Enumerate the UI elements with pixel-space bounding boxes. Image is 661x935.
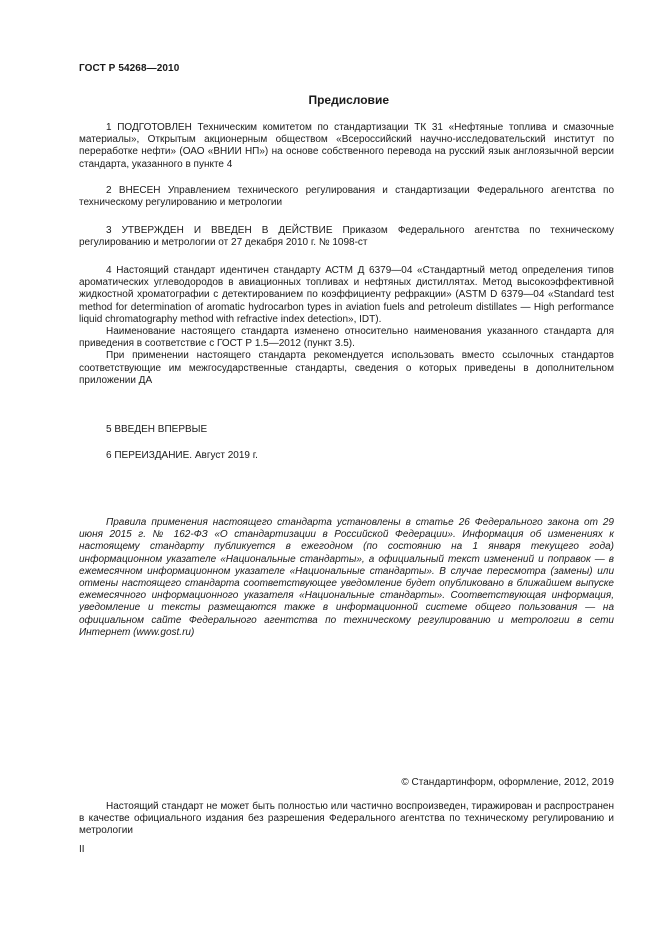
item-4-note-name: Наименование настоящего стандарта изменено относительно наименования указанного стандарта для приведения в соответствие с ГОСТ Р 1.5—2012 (пункт 3.5). <box>79 326 614 350</box>
item-3 <box>79 225 614 249</box>
item-2 <box>79 185 614 209</box>
page-title <box>79 93 614 107</box>
copyright: © Стандартинформ, оформление, 2012, 2019 <box>401 777 614 788</box>
item-4-note-references: При применении настоящего стандарта рекомендуется использовать вместо ссылочных стандартов соответствующие им межгосударственные стандарты, сведения о которых приведены в дополнительном приложении ДА <box>79 350 614 386</box>
reproduction-text: Настоящий стандарт не может быть полностью или частично воспроизведен, тиражирован и распространен в качестве официального издания без разрешения Федерального агентства по техническому регулированию и метрологии <box>79 801 614 837</box>
title-text: Предисловие <box>308 93 389 107</box>
notice-text: Правила применения настоящего стандарта установлены в статье 26 Федерального закона от 29 июня 2015 г. № 162-ФЗ «О стандартизации в Российской Федерации». Информация об изменениях к настоящему стандарту публикуется в ежегодном (по состоянию на 1 января текущего года) информационном указателе «Национальные стандарты», а официальный текст изменений и поправок — в ежемесячном информационном указателе «Национальные стандарты». В случае пересмотра (замены) или отмены настоящего стандарта соответствующее уведомление будет опубликовано в ближайшем выпуске ежемесячного информационного указателя «Национальные стандарты». Соответствующая информация, уведомление и тексты размещаются также в информационной системе общего пользования — на официальном сайте Федерального агентства по техническому регулированию и метрологии в сети Интернет (www.gost.ru) <box>79 517 614 638</box>
item-2-text: 2 ВНЕСЕН Управлением технического регулирования и стандартизации Федерального агентства по техническому регулированию и метрологии <box>79 185 614 209</box>
reproduction-notice <box>79 801 614 838</box>
item-1 <box>79 122 614 171</box>
item-6 <box>79 450 614 462</box>
item-6-text: 6 ПЕРЕИЗДАНИЕ. Август 2019 г. <box>106 450 258 461</box>
item-3-text: 3 УТВЕРЖДЕН И ВВЕДЕН В ДЕЙСТВИЕ Приказом Федерального агентства по техническому регулированию и метрологии от 27 декабря 2010 г. № 1098-ст <box>79 225 614 249</box>
item-1-text: 1 ПОДГОТОВЛЕН Техническим комитетом по стандартизации ТК 31 «Нефтяные топлива и смазочные материалы», Открытым акционерным обществом «Всероссийский научно-исследовательский институт по переработке нефти» (ОАО «ВНИИ НП») на основе собственного перевода на русский язык англоязычной версии стандарта, указанного в пункте 4 <box>79 122 614 170</box>
page-number: II <box>79 844 85 855</box>
notice-block <box>79 517 614 639</box>
item-4-text: 4 Настоящий стандарт идентичен стандарту АСТМ Д 6379—04 «Стандартный метод определения типов ароматических углеводородов в авиационных топливах и нефтяных дистиллятах. Метод высокоэффективной жидкостной хроматографии с детектированием по коэффициенту рефракции» (ASTM D 6379—04 «Standard test method for determination of aromatic hydrocarbon types in aviation fuels and petroleum distillates — High performance liquid chromatography method with refractive index detection», IDT). <box>79 265 614 325</box>
item-5 <box>79 424 614 436</box>
item-4 <box>79 265 614 387</box>
item-5-text: 5 ВВЕДЕН ВПЕРВЫЕ <box>106 424 208 435</box>
document-header: ГОСТ Р 54268—2010 <box>79 63 180 74</box>
